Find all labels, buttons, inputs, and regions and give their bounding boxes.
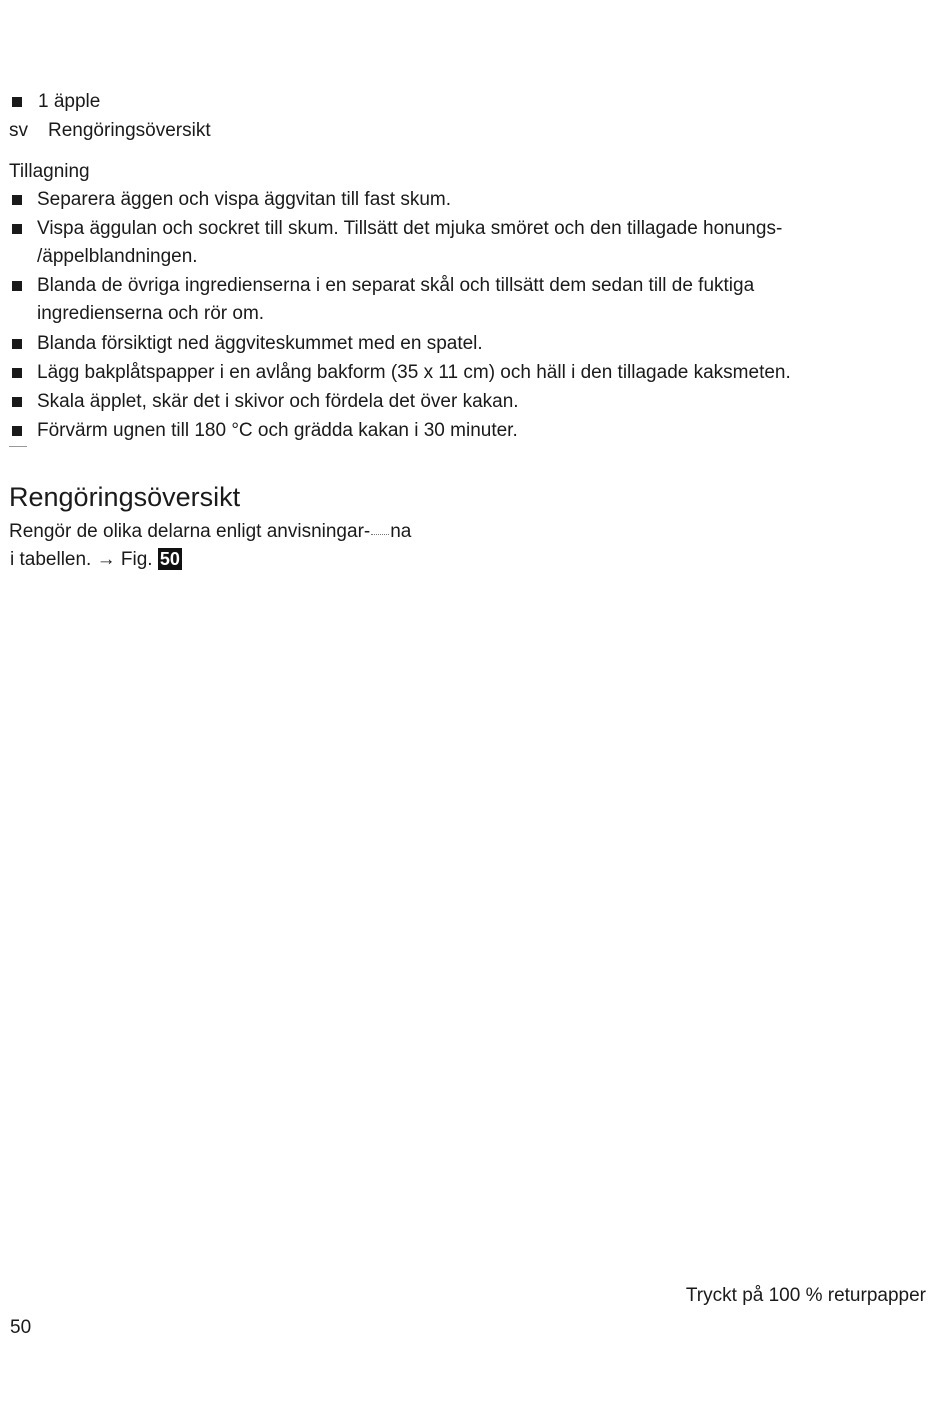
step-3-line-2: ingredienserna och rör om.	[37, 303, 265, 324]
step-7-line-1: Förvärm ugnen till 180 °C och grädda kakan i 30 minuter.	[37, 420, 518, 441]
cleaning-text-c: i tabellen. → Fig.	[10, 549, 153, 570]
language-code: sv	[9, 120, 28, 141]
cleaning-instruction-line-1	[9, 518, 411, 546]
dash-mark	[371, 534, 389, 535]
bullet-square-icon	[12, 339, 22, 349]
bullet-square-icon	[12, 97, 22, 107]
print-mark	[9, 446, 27, 447]
step-4-line-1: Blanda försiktigt ned äggviteskummet med en spatel.	[37, 333, 483, 354]
step-2-line-1: Vispa äggulan och sockret till skum. Tillsätt det mjuka smöret och den tillagade honungs-	[37, 218, 783, 239]
bullet-square-icon	[12, 224, 22, 234]
page-number: 50	[10, 1317, 32, 1338]
step-3-line-1: Blanda de övriga ingredienserna i en separat skål och tillsätt dem sedan till de fuktiga	[37, 275, 755, 296]
step-5-line-1: Lägg bakplåtspapper i en avlång bakform (35 x 11 cm) och häll i den tillagade kaksmeten.	[37, 362, 791, 383]
step-2-line-2: /äppelblandningen.	[37, 246, 198, 267]
ingredient-item: 1 äpple	[38, 91, 101, 112]
bullet-square-icon	[12, 397, 22, 407]
bullet-square-icon	[12, 281, 22, 291]
cleaning-text-b: na	[390, 521, 412, 542]
bullet-square-icon	[12, 368, 22, 378]
bullet-square-icon	[12, 426, 22, 436]
step-1-line-1: Separera äggen och vispa äggvitan till fast skum.	[37, 189, 452, 210]
recycled-paper-note: Tryckt på 100 % returpapper	[685, 1285, 926, 1306]
cleaning-instruction-line-2	[10, 546, 182, 574]
running-header-title: Rengöringsöversikt	[48, 120, 211, 141]
cleaning-heading: Rengöringsöversikt	[9, 482, 241, 512]
cleaning-text-a: Rengör de olika delarna enligt anvisningar-	[9, 521, 371, 542]
preparation-title: Tillagning	[9, 161, 90, 182]
bullet-square-icon	[12, 195, 22, 205]
step-6-line-1: Skala äpplet, skär det i skivor och fördela det över kakan.	[37, 391, 519, 412]
figure-reference-badge: 50	[159, 549, 180, 569]
